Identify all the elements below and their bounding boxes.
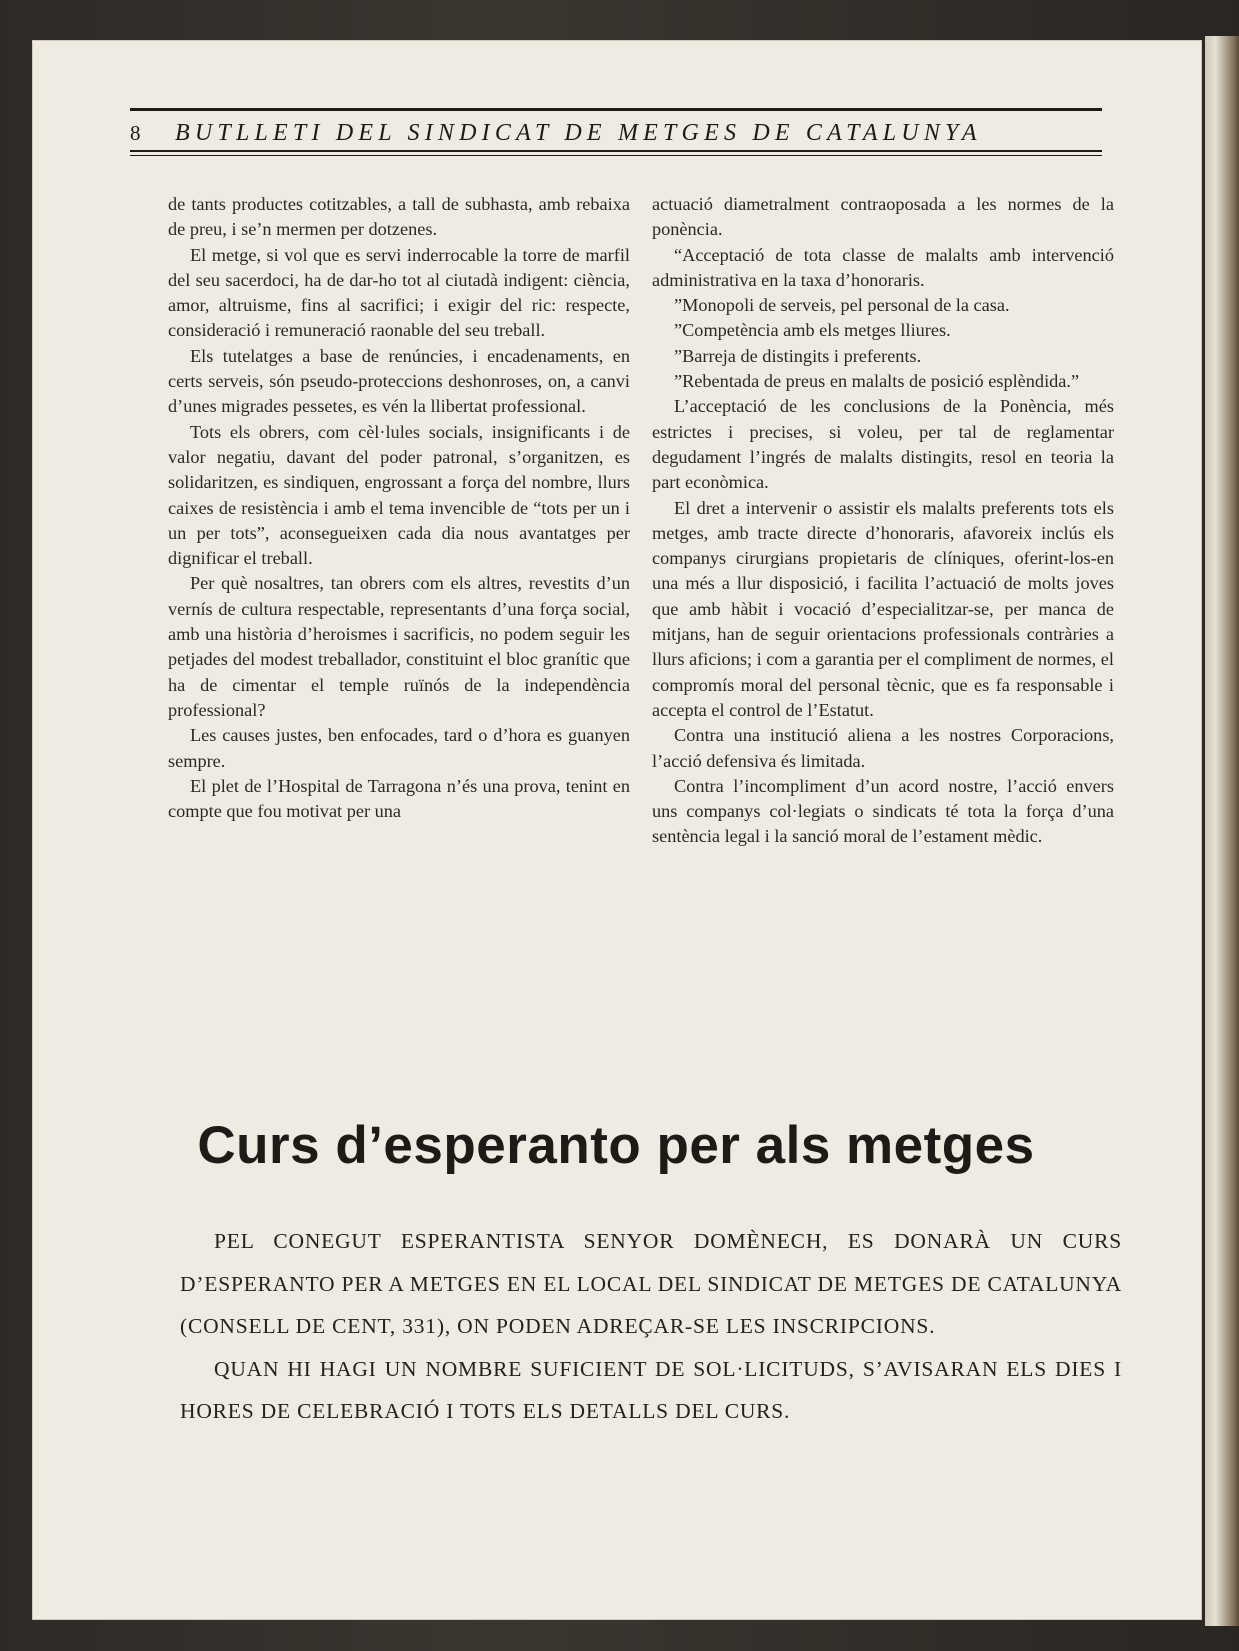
paragraph: El dret a intervenir o assistir els malalts preferents tots els metges, amb tracte directe d’honoraris, afavoreix inclús els companys cirurgians propietaris de clíniques, oferint-los-en una més a llur disposició, i facilita l’actuació de molts joves que amb hàbit i vocació d’especialitzar-se, per manca de mitjans, han de seguir orientacions professionals contràries a llurs aficions; i com a garantia per el compliment de normes, el compromís moral del personal tècnic, que es fa responsable i accepta el control de l’Estatut. — [652, 497, 1114, 720]
paragraph: ”Rebentada de preus en malalts de posició esplèndida.” — [674, 371, 1080, 392]
journal-title: BUTLLETI DEL SINDICAT DE METGES DE CATALUNYA — [175, 119, 982, 146]
paragraph: Les causes justes, ben enfocades, tard o d’hora es guanyen sempre. — [168, 725, 630, 771]
header-bottom-rule — [130, 150, 1102, 152]
right-column — [652, 192, 1114, 850]
notice-body — [180, 1220, 1122, 1433]
header-bottom-rule-thin — [130, 155, 1102, 156]
paragraph: Contra una institució aliena a les nostres Corporacions, l’acció defensiva és limitada. — [652, 725, 1114, 771]
paragraph: ”Barreja de distingits i preferents. — [674, 345, 922, 366]
page-number: 8 — [130, 120, 141, 145]
paragraph: El plet de l’Hospital de Tarragona n’és una prova, tenint en compte que fou motivat per una — [168, 775, 630, 822]
notice-paragraph: PEL CONEGUT ESPERANTISTA SENYOR DOMÈNECH, ES DONARÀ UN CURS D’ESPERANTO PER A METGES EN EL LOCAL DEL SINDICAT DE METGES DE CATALUNYA (CONSELL DE CENT, 331), ON PODEN ADREÇAR-SE LES INSCRIPCIONS. — [180, 1229, 1122, 1338]
paragraph: Contra l’incompliment d’un acord nostre, l’acció envers uns companys col·legiats o sindicats té tota la força d’una sentència legal i la sanció moral de l’estament mèdic. — [652, 775, 1114, 847]
paragraph: ”Monopoli de serveis, pel personal de la casa. — [674, 295, 1010, 316]
paragraph: El metge, si vol que es servi inderrocable la torre de marfil del seu sacerdoci, ha de dar-ho tot al ciutadà indigent: ciència, amor, altruisme, fins al sacrifici; i exigir del ric: respecte, consideració i remuneració raonable del seu treball. — [168, 244, 630, 341]
running-header — [130, 117, 1102, 149]
left-column — [168, 192, 630, 824]
paragraph: actuació diametralment contraoposada a les normes de la ponència. — [652, 194, 1114, 240]
paragraph: “Acceptació de tota classe de malalts amb intervenció administrativa en la taxa d’honoraris. — [652, 244, 1114, 290]
paragraph: ”Competència amb els metges lliures. — [674, 320, 951, 341]
paragraph: de tants productes cotitzables, a tall de subhasta, amb rebaixa de preu, i se’n mermen per dotzenes. — [168, 194, 630, 240]
paragraph: Tots els obrers, com cèl·lules socials, insignificants i de valor negatiu, davant del poder patronal, s’organitzen, es solidaritzen, es sindiquen, engrossant a força del nombre, llurs caixes de resistència i amb el tema invencible de “tots per un i un per tots”, aconsegueixen cada dia nous avantatges per dignificar el treball. — [168, 421, 630, 569]
paragraph: L’acceptació de les conclusions de la Ponència, més estrictes i precises, si voleu, per tal de reglamentar degudament l’ingrés de malalts distingits, resol en teoria la part econòmica. — [652, 396, 1114, 493]
header-top-rule — [130, 108, 1102, 111]
notice-paragraph: QUAN HI HAGI UN NOMBRE SUFICIENT DE SOL·LICITUDS, S’AVISARAN ELS DIES I HORES DE CELEBRACIÓ I TOTS ELS DETALLS DEL CURS. — [180, 1356, 1122, 1423]
paragraph: Per què nosaltres, tan obrers com els altres, revestits d’un vernís de cultura respectable, representants d’una força social, amb una història d’heroismes i sacrificis, no podem seguir les petjades del modest treballador, constituint el bloc granític que ha de cimentar el temple ruïnós de la independència professional? — [168, 573, 630, 720]
notice-title: Curs d’esperanto per als metges — [197, 1116, 1035, 1175]
paragraph: Els tutelatges a base de renúncies, i encadenaments, en certs serveis, són pseudo-proteccions deshonroses, on, a canvi d’unes migrades pessetes, es vén la llibertat professional. — [168, 345, 630, 417]
next-page-edge — [1205, 36, 1239, 1626]
